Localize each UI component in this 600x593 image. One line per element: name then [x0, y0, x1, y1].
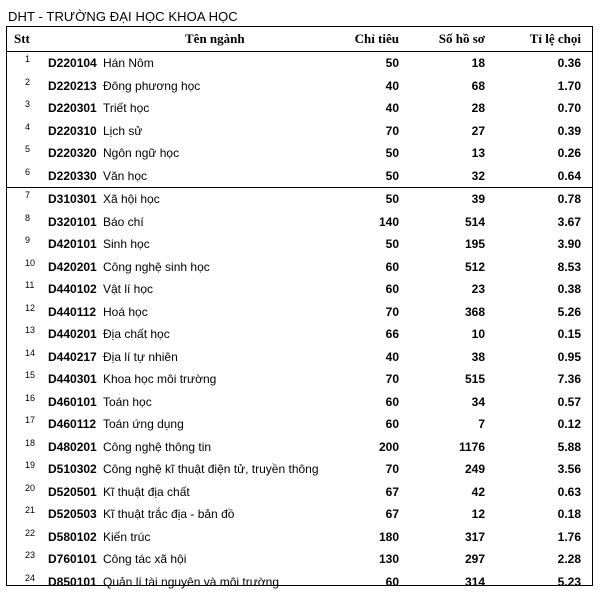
row-ti-le: 3.90	[558, 233, 581, 256]
row-chi-tieu: 180	[379, 526, 399, 549]
row-ti-le: 0.95	[558, 346, 581, 369]
table-body	[7, 52, 592, 593]
row-name: Kiến trúc	[103, 526, 150, 549]
row-so-ho-so: 28	[472, 97, 485, 120]
row-stt: 22	[25, 522, 35, 545]
table-row	[7, 256, 592, 279]
table-row	[7, 188, 592, 211]
row-ti-le: 5.26	[558, 301, 581, 324]
row-so-ho-so: 7	[478, 413, 485, 436]
row-so-ho-so: 317	[465, 526, 485, 549]
row-so-ho-so: 195	[465, 233, 485, 256]
table-row	[7, 97, 592, 120]
row-so-ho-so: 314	[465, 571, 485, 593]
row-code: D220310	[48, 120, 97, 143]
row-name: Báo chí	[103, 211, 144, 234]
row-stt: 6	[25, 161, 30, 184]
row-ti-le: 0.12	[558, 413, 581, 436]
row-code: D510302	[48, 458, 97, 481]
row-name: Văn học	[103, 165, 147, 188]
row-ti-le: 7.36	[558, 368, 581, 391]
row-chi-tieu: 67	[386, 481, 399, 504]
header-chi-tieu: Chỉ tiêu	[355, 27, 399, 51]
row-stt: 1	[25, 48, 30, 71]
row-ti-le: 8.53	[558, 256, 581, 279]
row-ti-le: 0.78	[558, 188, 581, 211]
document-title: DHT - TRƯỜNG ĐẠI HỌC KHOA HỌC	[8, 9, 238, 24]
row-chi-tieu: 50	[386, 165, 399, 188]
table-row	[7, 211, 592, 234]
row-stt: 23	[25, 544, 35, 567]
row-ti-le: 0.63	[558, 481, 581, 504]
row-name: Công nghệ kĩ thuật điện tử, truyền thông	[103, 458, 319, 481]
row-code: D420101	[48, 233, 97, 256]
row-stt: 3	[25, 93, 30, 116]
row-ti-le: 0.15	[558, 323, 581, 346]
row-so-ho-so: 249	[465, 458, 485, 481]
row-chi-tieu: 50	[386, 188, 399, 211]
row-ti-le: 0.64	[558, 165, 581, 188]
row-so-ho-so: 368	[465, 301, 485, 324]
row-ti-le: 3.56	[558, 458, 581, 481]
row-code: D440217	[48, 346, 97, 369]
row-code: D480201	[48, 436, 97, 459]
row-chi-tieu: 60	[386, 278, 399, 301]
header-so-ho-so: Số hồ sơ	[439, 27, 485, 51]
row-chi-tieu: 60	[386, 256, 399, 279]
row-code: D320101	[48, 211, 97, 234]
row-so-ho-so: 32	[472, 165, 485, 188]
table-row	[7, 165, 592, 188]
row-code: D440301	[48, 368, 97, 391]
row-name: Kĩ thuật trắc địa - bản đồ	[103, 503, 234, 526]
table-row	[7, 503, 592, 526]
row-stt: 11	[25, 274, 34, 297]
row-stt: 12	[25, 297, 35, 320]
row-ti-le: 0.18	[558, 503, 581, 526]
row-name: Hán Nôm	[103, 52, 154, 75]
row-name: Lịch sử	[103, 120, 142, 143]
row-code: D760101	[48, 548, 97, 571]
row-ti-le: 0.39	[558, 120, 581, 143]
row-chi-tieu: 140	[379, 211, 399, 234]
row-chi-tieu: 70	[386, 458, 399, 481]
row-ti-le: 2.28	[558, 548, 581, 571]
row-chi-tieu: 70	[386, 301, 399, 324]
row-code: D220301	[48, 97, 97, 120]
row-ti-le: 0.36	[558, 52, 581, 75]
table-row	[7, 413, 592, 436]
row-stt: 8	[25, 207, 30, 230]
table-row	[7, 526, 592, 549]
row-so-ho-so: 39	[472, 188, 485, 211]
row-so-ho-so: 23	[472, 278, 485, 301]
row-code: D460112	[48, 413, 96, 436]
row-stt: 7	[25, 184, 30, 207]
row-chi-tieu: 70	[386, 120, 399, 143]
row-code: D520503	[48, 503, 97, 526]
row-so-ho-so: 12	[472, 503, 485, 526]
table-row	[7, 548, 592, 571]
table-row	[7, 75, 592, 98]
admission-table	[6, 26, 593, 586]
row-name: Hoá học	[103, 301, 148, 324]
row-name: Khoa học môi trường	[103, 368, 216, 391]
row-so-ho-so: 514	[465, 211, 485, 234]
row-so-ho-so: 10	[472, 323, 485, 346]
table-row	[7, 368, 592, 391]
row-name: Đông phương học	[103, 75, 200, 98]
row-chi-tieu: 60	[386, 413, 399, 436]
row-name: Vật lí học	[103, 278, 153, 301]
row-ti-le: 0.38	[558, 278, 581, 301]
row-chi-tieu: 50	[386, 52, 399, 75]
row-so-ho-so: 512	[465, 256, 485, 279]
row-chi-tieu: 66	[386, 323, 399, 346]
table-header-row	[7, 26, 592, 52]
row-code: D220213	[48, 75, 97, 98]
row-code: D460101	[48, 391, 97, 414]
row-name: Địa lí tự nhiên	[103, 346, 178, 369]
row-chi-tieu: 70	[386, 368, 399, 391]
table-row	[7, 301, 592, 324]
row-name: Địa chất học	[103, 323, 170, 346]
row-stt: 15	[25, 364, 35, 387]
row-so-ho-so: 27	[472, 120, 485, 143]
row-stt: 13	[25, 319, 35, 342]
row-name: Công nghệ thông tin	[103, 436, 211, 459]
row-so-ho-so: 297	[465, 548, 485, 571]
row-code: D440201	[48, 323, 97, 346]
table-row	[7, 436, 592, 459]
row-so-ho-so: 13	[472, 142, 485, 165]
row-stt: 19	[25, 454, 35, 477]
row-stt: 21	[25, 499, 35, 522]
header-ti-le: Tỉ lệ chọi	[530, 27, 581, 51]
table-row	[7, 481, 592, 504]
row-code: D440112	[48, 301, 96, 324]
header-stt: Stt	[14, 27, 30, 51]
row-so-ho-so: 34	[472, 391, 485, 414]
table-row	[7, 323, 592, 346]
table-row	[7, 120, 592, 143]
row-name: Quản lí tài nguyên và môi trường	[103, 571, 279, 593]
row-ti-le: 5.23	[558, 571, 581, 593]
row-chi-tieu: 50	[386, 142, 399, 165]
row-name: Ngôn ngữ học	[103, 142, 179, 165]
row-so-ho-so: 68	[472, 75, 485, 98]
row-stt: 16	[25, 387, 35, 410]
row-code: D220104	[48, 52, 97, 75]
row-stt: 14	[25, 342, 35, 365]
row-chi-tieu: 50	[386, 233, 399, 256]
row-so-ho-so: 42	[472, 481, 485, 504]
row-ti-le: 3.67	[558, 211, 581, 234]
row-ti-le: 0.57	[558, 391, 581, 414]
row-code: D220320	[48, 142, 97, 165]
table-row	[7, 346, 592, 369]
row-ti-le: 1.70	[558, 75, 581, 98]
row-chi-tieu: 67	[386, 503, 399, 526]
table-row	[7, 391, 592, 414]
row-chi-tieu: 40	[386, 346, 399, 369]
row-name: Toán ứng dụng	[103, 413, 184, 436]
row-so-ho-so: 18	[472, 52, 485, 75]
row-code: D420201	[48, 256, 97, 279]
row-code: D310301	[48, 188, 97, 211]
row-ti-le: 0.70	[558, 97, 581, 120]
table-row	[7, 52, 592, 75]
row-chi-tieu: 40	[386, 75, 399, 98]
row-chi-tieu: 60	[386, 391, 399, 414]
row-chi-tieu: 200	[379, 436, 399, 459]
row-name: Sinh học	[103, 233, 150, 256]
row-chi-tieu: 60	[386, 571, 399, 593]
row-ti-le: 0.26	[558, 142, 581, 165]
row-name: Toán học	[103, 391, 152, 414]
row-chi-tieu: 130	[379, 548, 399, 571]
row-stt: 20	[25, 477, 35, 500]
row-code: D520501	[48, 481, 97, 504]
row-code: D580102	[48, 526, 97, 549]
row-code: D850101	[48, 571, 97, 593]
row-stt: 9	[25, 229, 30, 252]
row-stt: 5	[25, 138, 30, 161]
row-stt: 17	[25, 409, 35, 432]
row-ti-le: 1.76	[558, 526, 581, 549]
table-row	[7, 278, 592, 301]
row-name: Công tác xã hội	[103, 548, 186, 571]
row-so-ho-so: 515	[465, 368, 485, 391]
table-row	[7, 458, 592, 481]
row-code: D220330	[48, 165, 97, 188]
row-ti-le: 5.88	[558, 436, 581, 459]
row-so-ho-so: 38	[472, 346, 485, 369]
row-name: Công nghệ sinh học	[103, 256, 210, 279]
row-stt: 2	[25, 71, 30, 94]
row-stt: 24	[25, 567, 35, 590]
row-name: Xã hội học	[103, 188, 160, 211]
table-row	[7, 142, 592, 165]
row-name: Triết học	[103, 97, 149, 120]
row-chi-tieu: 40	[386, 97, 399, 120]
row-stt: 10	[25, 252, 35, 275]
table-row	[7, 233, 592, 256]
row-so-ho-so: 1176	[459, 436, 485, 459]
row-name: Kĩ thuật địa chất	[103, 481, 190, 504]
row-stt: 4	[25, 116, 30, 139]
header-name: Tên ngành	[185, 27, 245, 51]
row-stt: 18	[25, 432, 35, 455]
row-code: D440102	[48, 278, 97, 301]
